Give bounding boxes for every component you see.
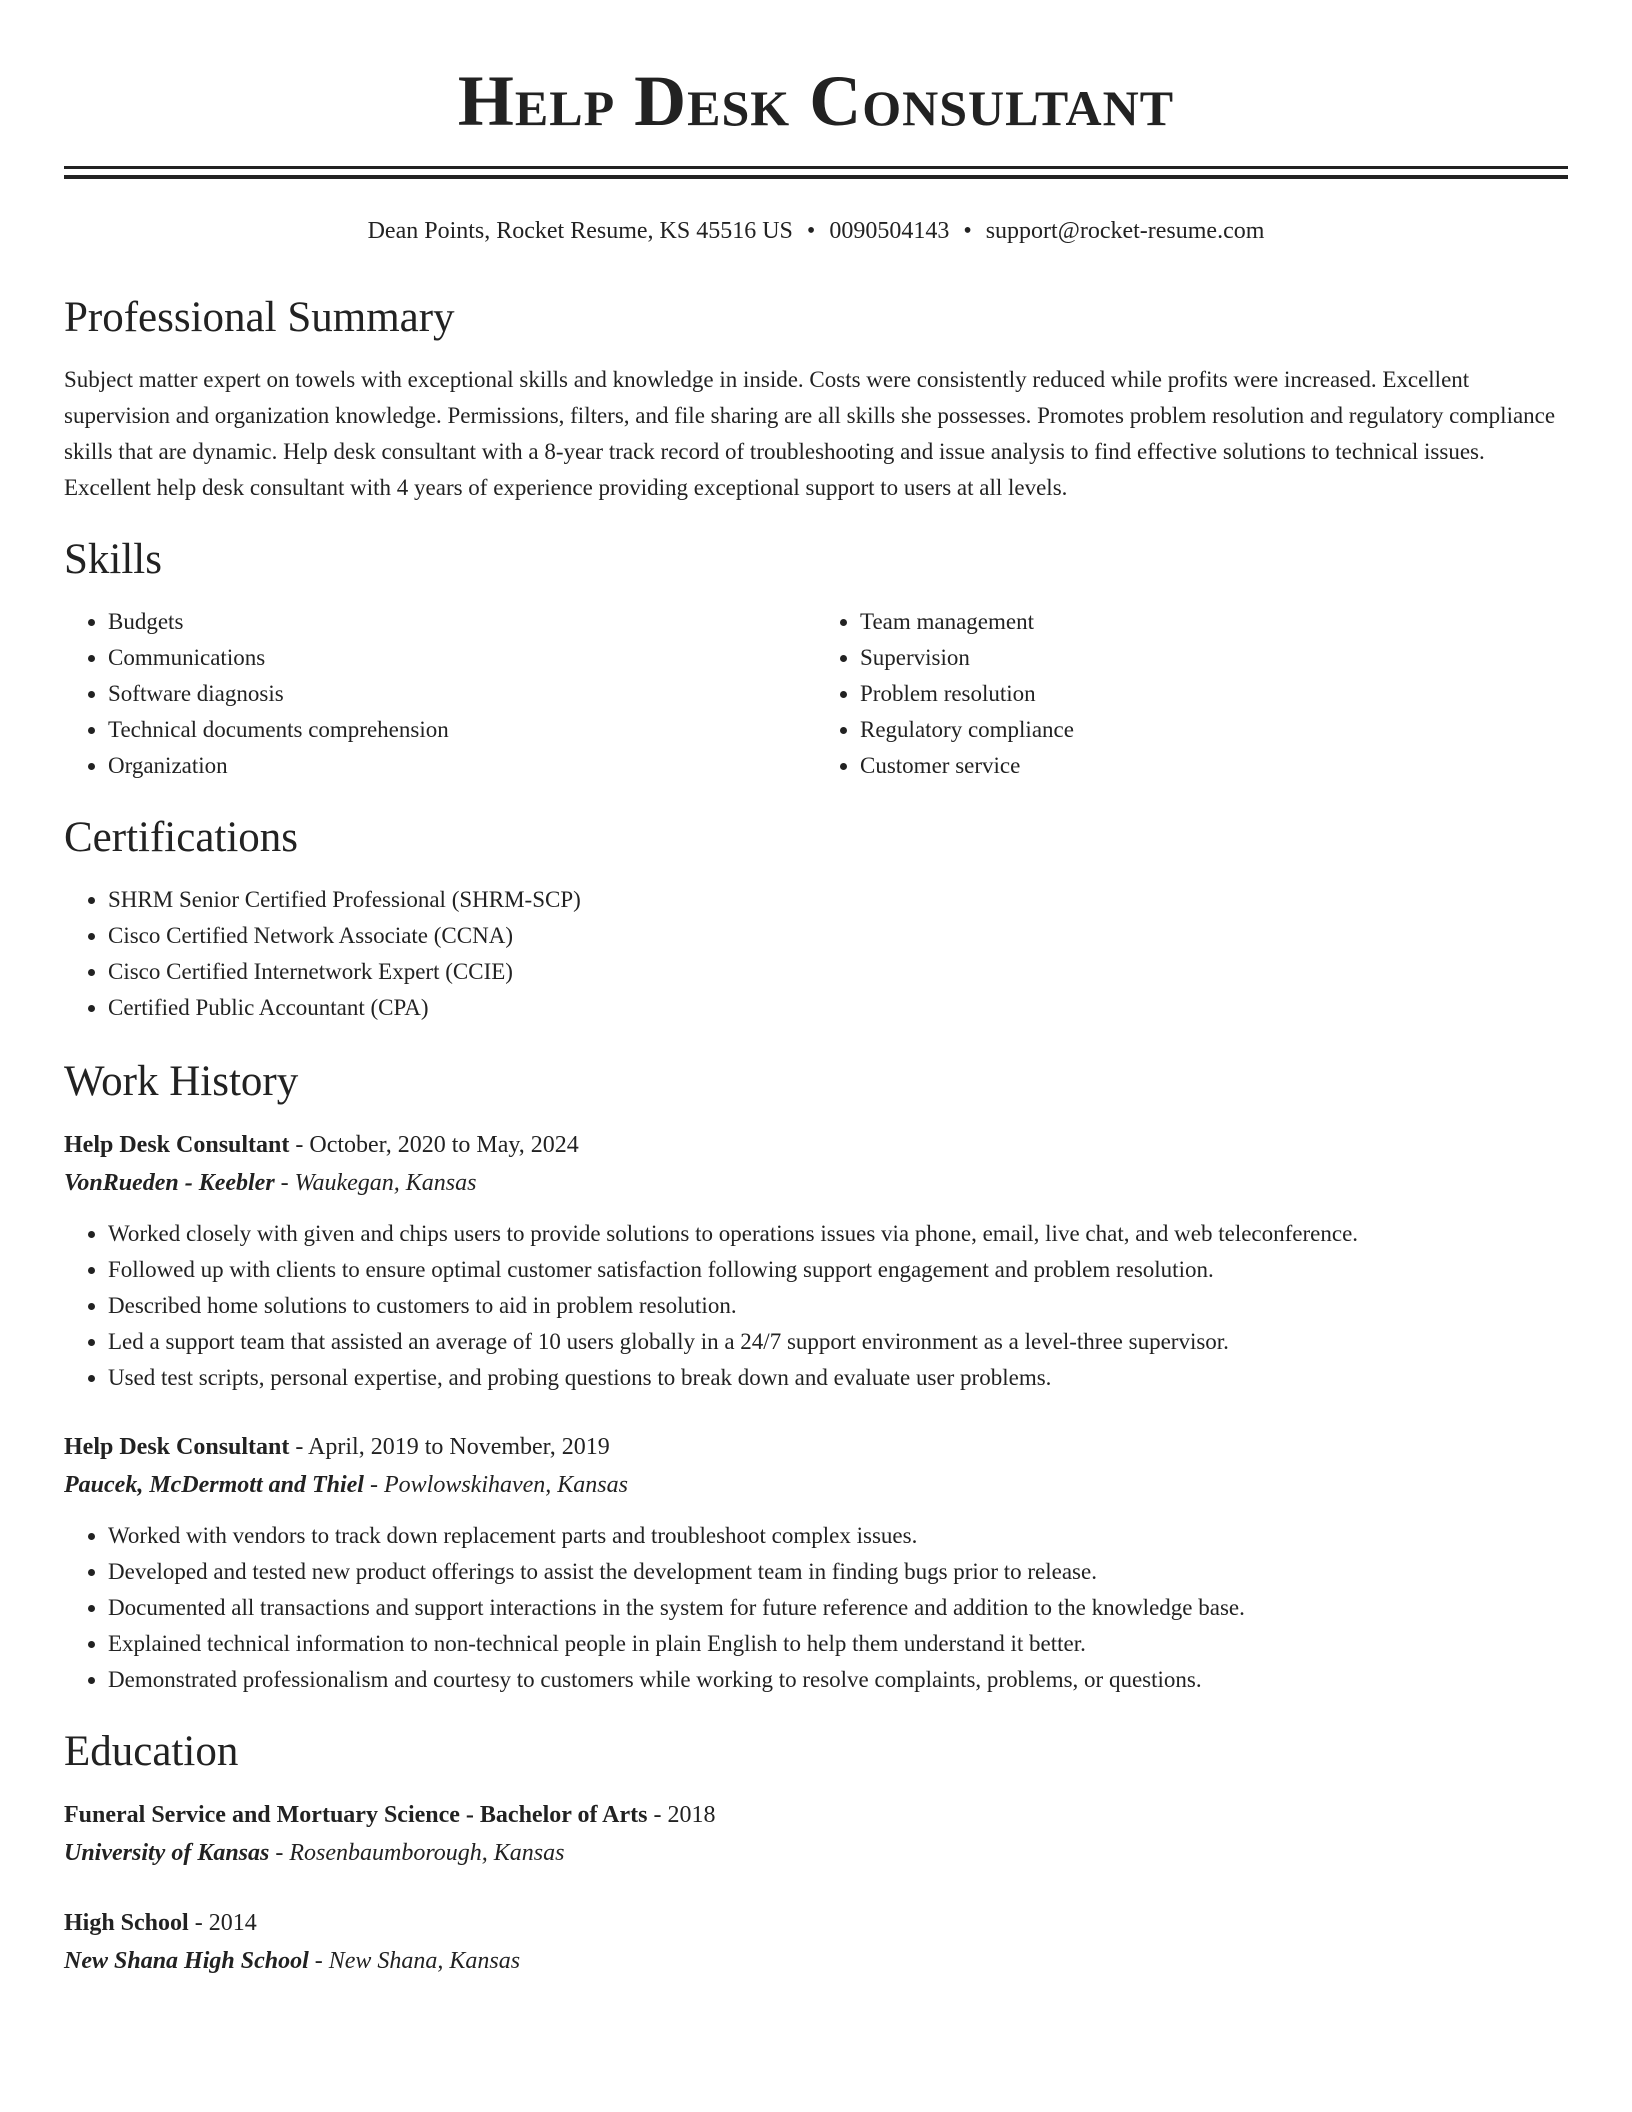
certification-item: • SHRM Senior Certified Professional (SHRM-SCP) <box>108 882 1568 918</box>
certification-item: • Cisco Certified Network Associate (CCNA) <box>108 918 1568 954</box>
education-school-line <box>64 1834 1568 1872</box>
job-header <box>64 1428 1568 1466</box>
skill-item: • Organization <box>108 748 816 784</box>
job-header <box>64 1126 1568 1164</box>
work-history-heading: Work History <box>64 1058 299 1105</box>
skill-item: • Problem resolution <box>860 676 1568 712</box>
skill-item: • Supervision <box>860 640 1568 676</box>
education-location: - New Shana, Kansas <box>308 1948 521 1974</box>
skill-item: • Team management <box>860 604 1568 640</box>
education-year: - 2014 <box>188 1910 257 1936</box>
job-bullet: • Explained technical information to non-technical people in plain English to help them understand it better. <box>108 1626 1568 1662</box>
job-entry <box>64 1428 1568 1698</box>
contact-address: Dean Points, Rocket Resume, KS 45516 US <box>367 218 793 244</box>
education-entry <box>64 1904 1568 1980</box>
job-location: - Powlowskihaven, Kansas <box>363 1472 628 1498</box>
skills-list-left <box>64 604 816 784</box>
education-entry <box>64 1796 1568 1872</box>
contact-phone: 0090504143 <box>829 218 950 244</box>
education-header <box>64 1904 1568 1942</box>
job-bullet: • Used test scripts, personal expertise, and probing questions to break down and evaluate user problems. <box>108 1360 1568 1396</box>
job-bullet: • Documented all transactions and support interactions in the system for future reference and addition to the knowledge base. <box>108 1590 1568 1626</box>
education-school: New Shana High School <box>64 1948 309 1974</box>
certification-item: • Certified Public Accountant (CPA) <box>108 990 1568 1026</box>
skill-item: • Software diagnosis <box>108 676 816 712</box>
job-company-line <box>64 1466 1568 1504</box>
skills-heading: Skills <box>64 536 162 583</box>
skill-item: • Customer service <box>860 748 1568 784</box>
certification-item: • Cisco Certified Internetwork Expert (CCIE) <box>108 954 1568 990</box>
title-rule-top <box>64 166 1568 169</box>
certifications-heading: Certifications <box>64 814 299 861</box>
education-school: University of Kansas <box>64 1840 270 1866</box>
job-dates: - October, 2020 to May, 2024 <box>289 1132 579 1158</box>
skills-grid <box>64 604 1568 784</box>
education-header <box>64 1796 1568 1834</box>
education-year: - 2018 <box>647 1802 716 1828</box>
job-title: Help Desk Consultant <box>64 1132 290 1158</box>
contact-separator: • <box>963 218 972 244</box>
skill-item: • Communications <box>108 640 816 676</box>
job-bullet: • Developed and tested new product offerings to assist the development team in finding bugs prior to release. <box>108 1554 1568 1590</box>
contact-separator: • <box>806 218 816 244</box>
skills-list-right <box>816 604 1568 784</box>
job-bullet: • Led a support team that assisted an average of 10 users globally in a 24/7 support environment as a level-three supervisor. <box>108 1324 1568 1360</box>
job-location: - Waukegan, Kansas <box>274 1170 477 1196</box>
job-bullet: • Worked closely with given and chips users to provide solutions to operations issues via phone, email, live chat, and web teleconference. <box>108 1216 1568 1252</box>
skill-item: • Budgets <box>108 604 816 640</box>
contact-email: support@rocket-resume.com <box>985 218 1265 244</box>
job-bullets <box>64 1216 1568 1396</box>
skill-item: • Technical documents comprehension <box>108 712 816 748</box>
job-bullets <box>64 1518 1568 1698</box>
job-title: Help Desk Consultant <box>64 1434 290 1460</box>
job-bullet: • Demonstrated professionalism and courtesy to customers while working to resolve complaints, problems, or questions. <box>108 1662 1568 1698</box>
job-bullet: • Worked with vendors to track down replacement parts and troubleshoot complex issues. <box>108 1518 1568 1554</box>
education-school-line <box>64 1942 1568 1980</box>
job-entry <box>64 1126 1568 1396</box>
job-company: Paucek, McDermott and Thiel <box>64 1472 364 1498</box>
education-degree: Funeral Service and Mortuary Science - Bachelor of Arts <box>64 1802 648 1828</box>
resume-title: Help Desk Consultant <box>457 61 1175 141</box>
job-company-line <box>64 1164 1568 1202</box>
contact-line <box>64 215 1568 247</box>
education-degree: High School <box>64 1910 189 1936</box>
summary-text: Subject matter expert on towels with exceptional skills and knowledge in inside. Costs were consistently reduced while profits were increased. Excellent supervision and organization knowledge. Permissions, filters, and file sharing are all skills she possesses. Promotes problem resolution and regulatory compliance skills that are dynamic. Help desk consultant with a 8-year track record of troubleshooting and issue analysis to find effective solutions to technical issues. Excellent help desk consultant with 4 years of experience providing exceptional support to users at all levels. <box>64 367 1556 500</box>
summary-heading: Professional Summary <box>64 294 455 341</box>
job-dates: - April, 2019 to November, 2019 <box>289 1434 610 1460</box>
job-bullet: • Followed up with clients to ensure optimal customer satisfaction following support engagement and problem resolution. <box>108 1252 1568 1288</box>
education-location: - Rosenbaumborough, Kansas <box>269 1840 565 1866</box>
job-bullet: • Described home solutions to customers to aid in problem resolution. <box>108 1288 1568 1324</box>
education-heading: Education <box>64 1728 239 1775</box>
job-company: VonRueden - Keebler <box>64 1170 275 1196</box>
certifications-list <box>64 882 1568 1026</box>
skill-item: • Regulatory compliance <box>860 712 1568 748</box>
title-rule-bottom <box>64 175 1568 179</box>
